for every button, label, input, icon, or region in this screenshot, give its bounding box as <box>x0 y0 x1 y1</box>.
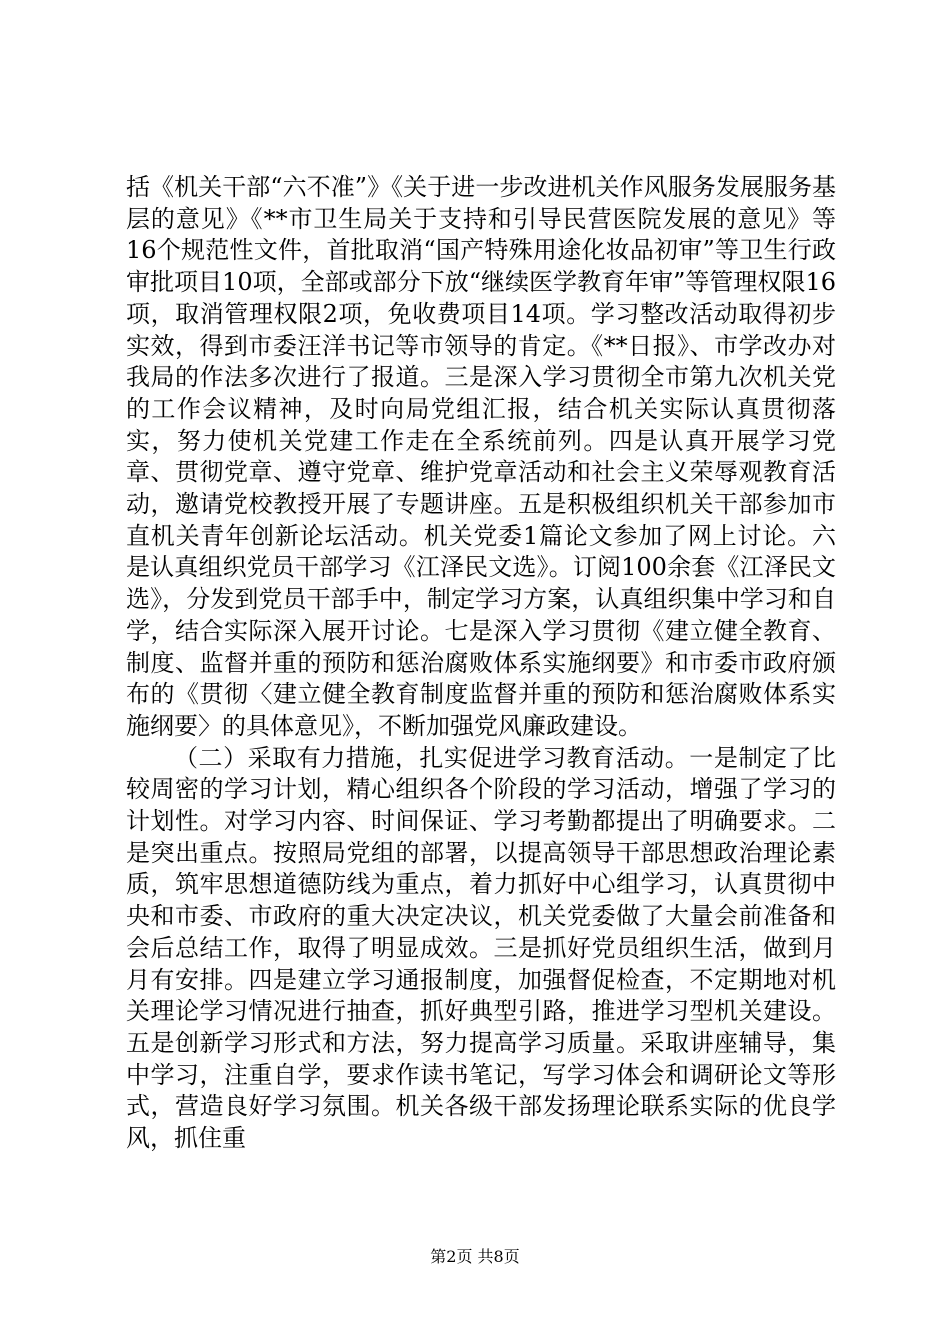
paragraph-section-2: （二）采取有力措施，扎实促进学习教育活动。一是制定了比较周密的学习计划，精心组织各个阶段的学习活动，增强了学习的计划性。对学习内容、时间保证、学习考勤都提出了明确要求。二是突出重点。按照局党组的部署，以提高领导干部思想政治理论素质，筑牢思想道德防线为重点，着力抓好中心组学习，认真贯彻中央和市委、市政府的重大决定决议，机关党委做了大量会前准备和会后总结工作，取得了明显成效。三是抓好党员组织生活，做到月月有安排。四是建立学习通报制度，加强督促检查，不定期地对机关理论学习情况进行抽查，抓好典型引路，推进学习型机关建设。五是创新学习形式和方法，努力提高学习质量。采取讲座辅导，集中学习，注重自学，要求作读书笔记，写学习体会和调研论文等形式，营造良好学习氛围。机关各级干部发扬理论联系实际的优良学风，抓住重 <box>126 743 836 1153</box>
paragraph-continued: 括《机关干部“六不准”》《关于进一步改进机关作风服务发展服务基层的意见》《**市卫生局关于支持和引导民营医院发展的意见》等16个规范性文件，首批取消“国产特殊用途化妆品初审”等卫生行政审批项目10项，全部或部分下放“继续医学教育年审”等管理权限16项，取消管理权限2项，免收费项目14项。学习整改活动取得初步实效，得到市委汪洋书记等市领导的肯定。《**日报》、市学改办对我局的作法多次进行了报道。三是深入学习贯彻全市第九次机关党的工作会议精神，及时向局党组汇报，结合机关实际认真贯彻落实，努力使机关党建工作走在全系统前列。四是认真开展学习党章、贯彻党章、遵守党章、维护党章活动和社会主义荣辱观教育活动，邀请党校教授开展了专题讲座。五是积极组织机关干部参加市直机关青年创新论坛活动。机关党委1篇论文参加了网上讨论。六是认真组织党员干部学习《江泽民文选》。订阅100余套《江泽民文选》，分发到党员干部手中，制定学习方案，认真组织集中学习和自学，结合实际深入展开讨论。七是深入学习贯彻《建立健全教育、制度、监督并重的预防和惩治腐败体系实施纲要》和市委市政府颁布的《贯彻〈建立健全教育制度监督并重的预防和惩治腐败体系实施纲要〉的具体意见》，不断加强党风廉政建设。 <box>126 173 836 740</box>
document-body <box>126 172 836 1155</box>
page-number-footer: 第2页 共8页 <box>430 1247 520 1266</box>
